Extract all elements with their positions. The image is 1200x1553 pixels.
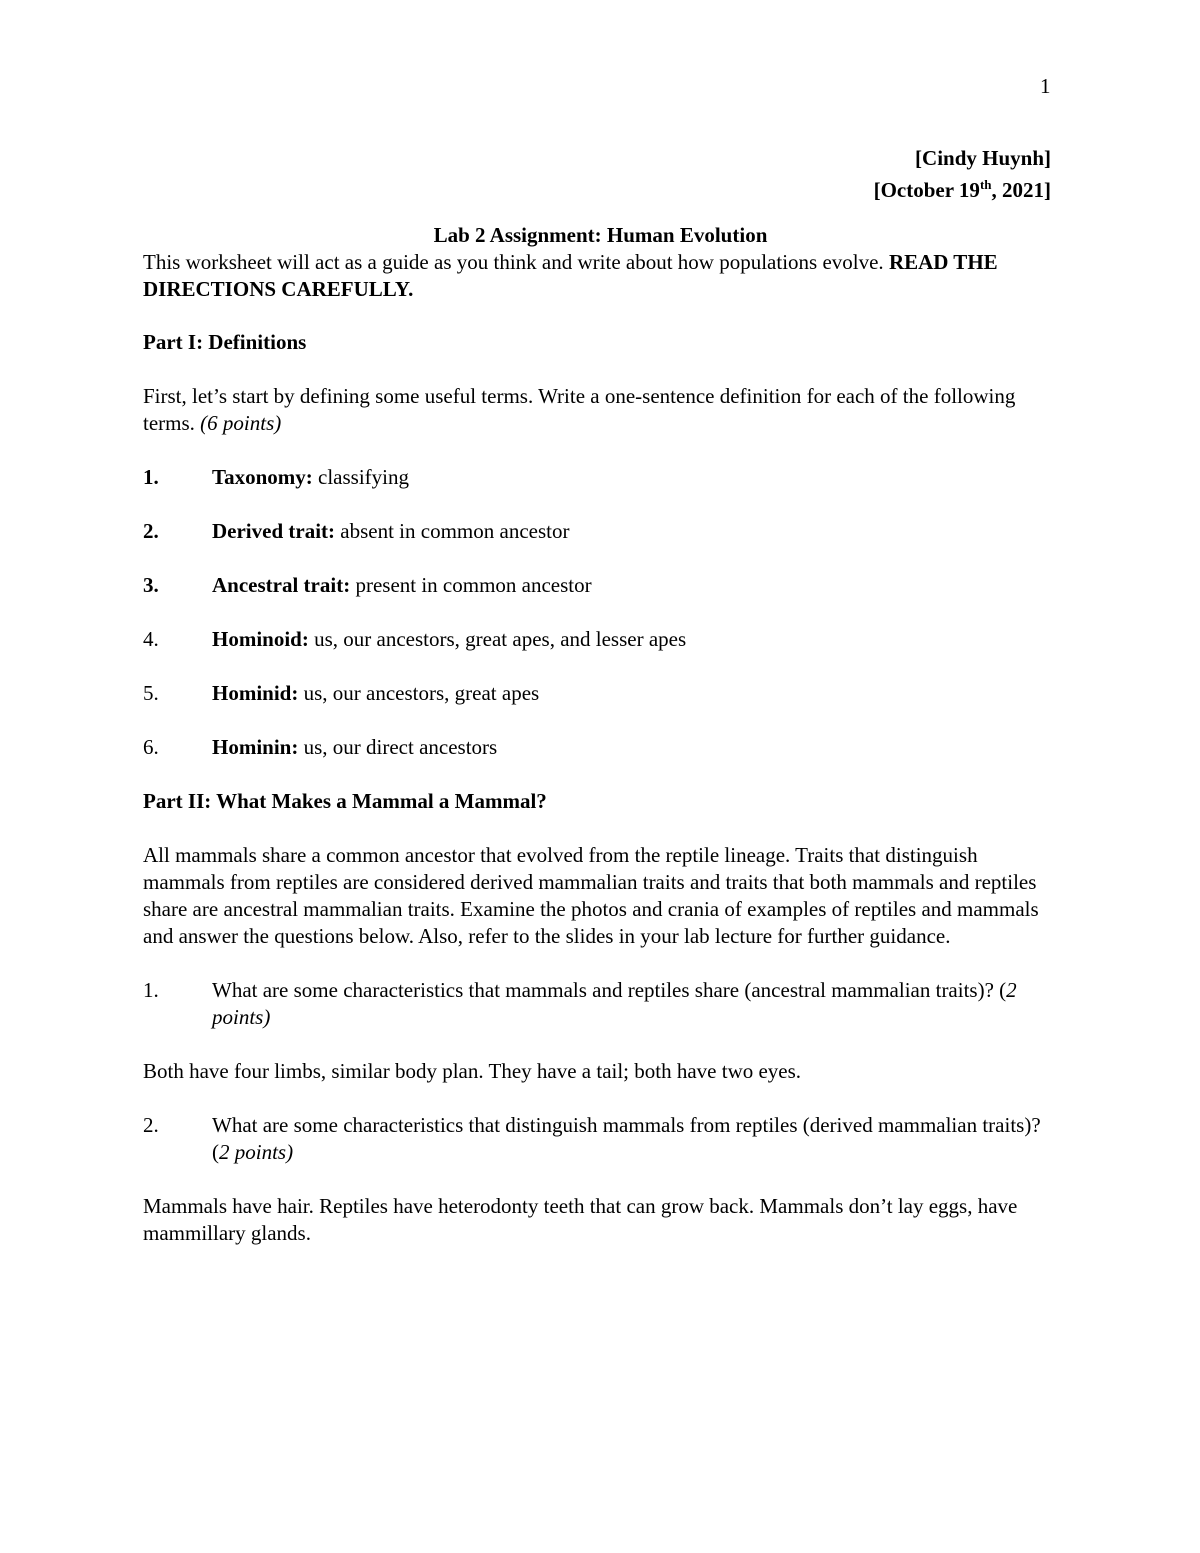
part1-intro-text: First, let’s start by defining some useful terms. Write a one-sentence definition for each of the following terms. [143,384,1016,435]
definition-item [143,734,1058,761]
intro-paragraph [143,249,1058,303]
page-number: 1 [1040,74,1051,98]
definition-term: Derived trait: [212,519,336,543]
definition-text: us, our direct ancestors [298,735,498,759]
question-item [143,1112,1058,1166]
document-title: Lab 2 Assignment: Human Evolution [433,223,768,247]
question-number: 1. [143,978,159,1002]
date-suffix: , 2021] [991,178,1051,202]
definition-text: us, our ancestors, great apes, and lesser apes [308,627,687,651]
definition-text: absent in common ancestor [335,519,570,543]
part2-heading: Part II: What Makes a Mammal a Mammal? [143,789,547,813]
definition-term: Hominoid: [212,627,309,651]
definition-item [143,518,1058,545]
definition-term: Taxonomy: [212,465,313,489]
definition-number: 1. [143,465,159,489]
student-name: [Cindy Huynh] [915,146,1051,170]
question-points: 2 points) [219,1140,294,1164]
definition-item [143,572,1058,599]
document-content [143,222,1058,1274]
part1-heading: Part I: Definitions [143,330,307,354]
date-prefix: [October 19 [873,178,980,202]
definition-term: Ancestral trait: [212,573,351,597]
definition-number: 4. [143,627,159,651]
question-text: What are some characteristics that distinguish mammals from reptiles (derived mammalian traits)? ( [212,1113,1041,1164]
question-text: What are some characteristics that mammals and reptiles share (ancestral mammalian traits)? ( [212,978,1007,1002]
answer-text: Both have four limbs, similar body plan. They have a tail; both have two eyes. [143,1059,802,1083]
answer-text: Mammals have hair. Reptiles have heterodonty teeth that can grow back. Mammals don’t lay eggs, have mammillary glands. [143,1194,1018,1245]
definition-number: 6. [143,735,159,759]
definition-text: classifying [312,465,409,489]
definition-term: Hominid: [212,681,299,705]
intro-emphasis: READ THE DIRECTIONS CAREFULLY. [143,250,998,301]
definition-number: 2. [143,519,159,543]
question-number: 2. [143,1113,159,1137]
intro-text: This worksheet will act as a guide as you think and write about how populations evolve. [143,250,889,274]
part1-points: (6 points) [200,411,282,435]
part1-intro [143,383,1058,437]
question-item [143,977,1058,1031]
definitions-list [143,464,1058,761]
question-points: 2 points) [212,978,1017,1029]
date-ordinal: th [979,177,992,192]
definition-number: 5. [143,681,159,705]
assignment-date [874,174,1051,206]
definition-item [143,626,1058,653]
definition-term: Hominin: [212,735,299,759]
definition-text: us, our ancestors, great apes [298,681,540,705]
header-block [874,142,1051,206]
definition-item [143,464,1058,491]
definition-item [143,680,1058,707]
definition-text: present in common ancestor [350,573,592,597]
part2-intro: All mammals share a common ancestor that evolved from the reptile lineage. Traits that distinguish mammals from reptiles are considered derived mammalian traits and traits that both mammals and reptiles share are ancestral mammalian traits. Examine the photos and crania of examples of reptiles and mammals and answer the questions below. Also, refer to the slides in your lab lecture for further guidance. [143,843,1039,948]
definition-number: 3. [143,573,159,597]
